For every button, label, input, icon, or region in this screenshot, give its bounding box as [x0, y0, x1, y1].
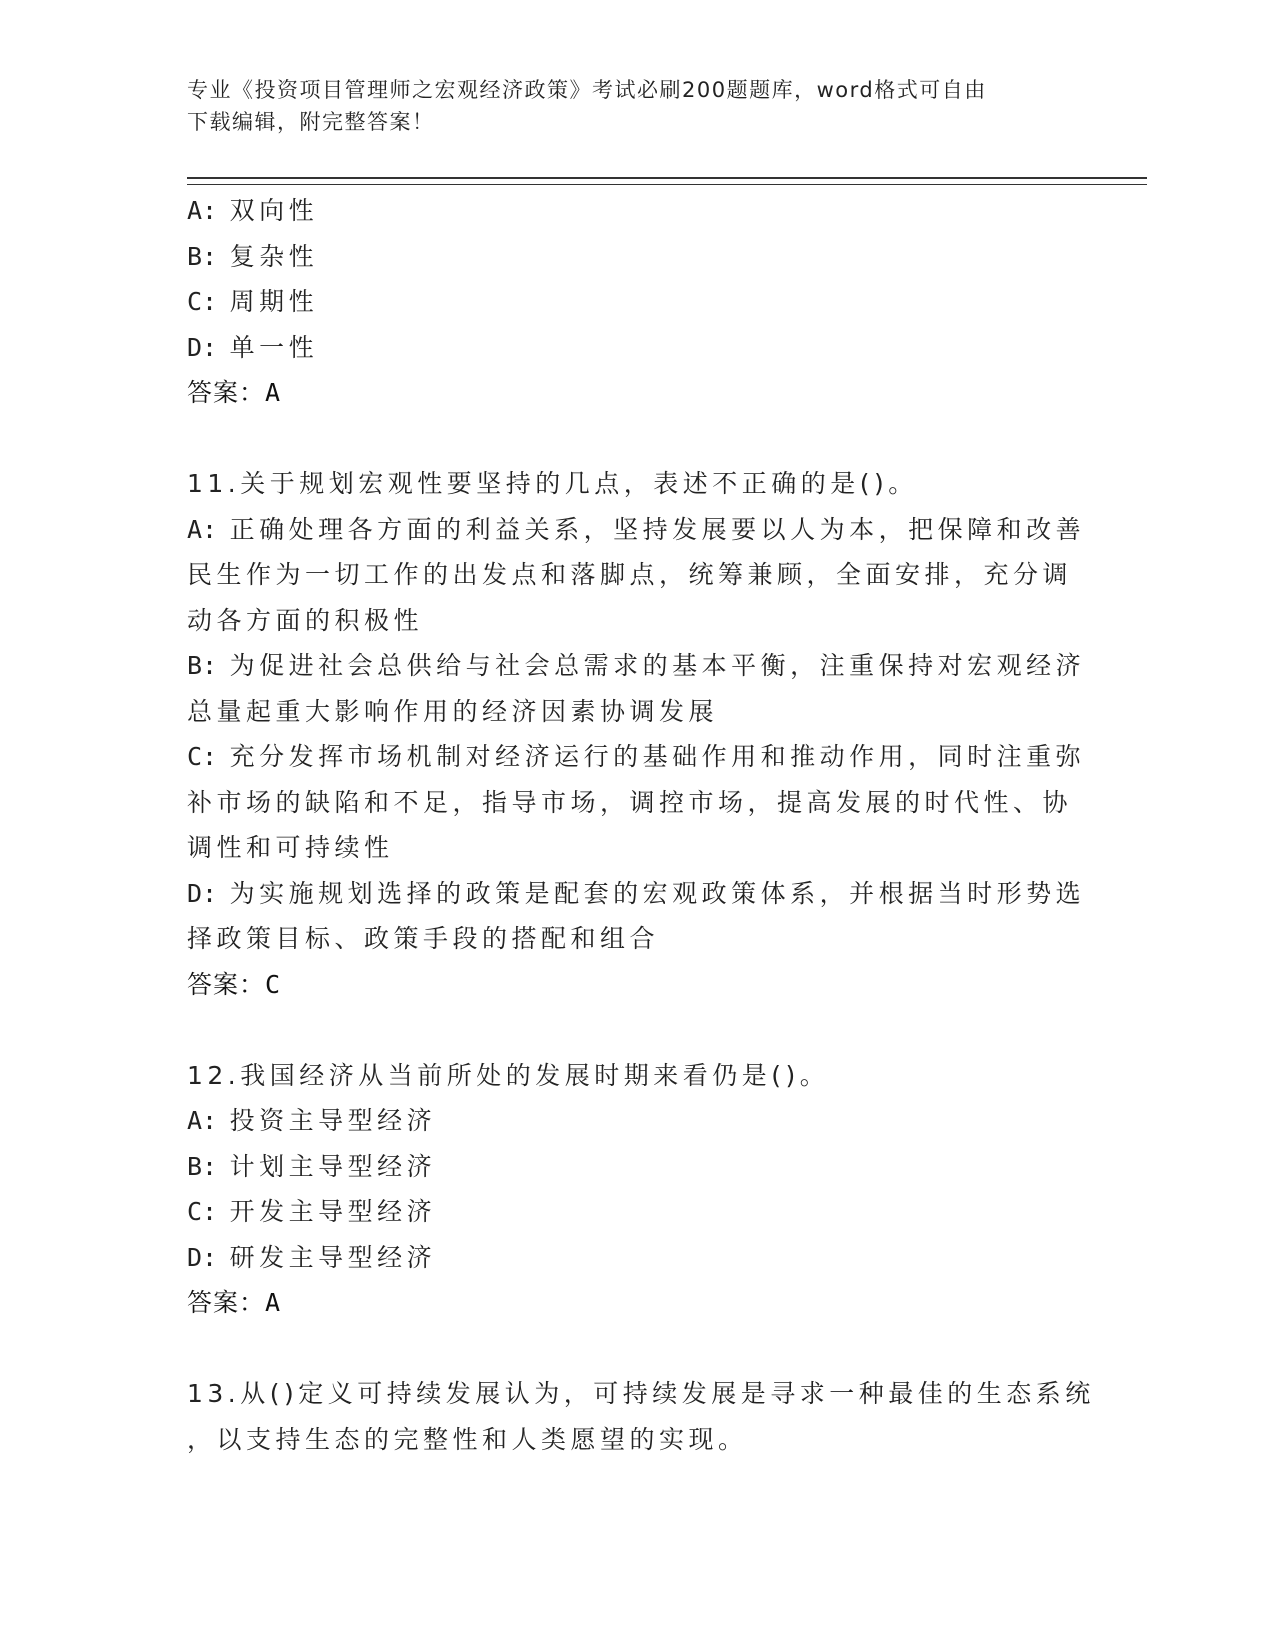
spacer [187, 416, 1087, 462]
option-text-line: 总量起重大影响作用的经济因素协调发展 [187, 696, 719, 726]
answer-value: C [265, 969, 282, 999]
answer-value: A [265, 378, 282, 407]
option-letter: C: [187, 1197, 218, 1226]
question-12 [187, 1053, 1087, 1326]
option-text: 单一性 [229, 332, 319, 362]
question-stem-line: ，以支持生态的完整性和人类愿望的实现。 [187, 1424, 748, 1454]
header-line-1: 专业《投资项目管理师之宏观经济政策》考试必刷200题题库，word格式可自由 [187, 78, 987, 102]
option-letter: B: [187, 651, 218, 680]
option-text: 投资主导型经济 [229, 1106, 437, 1135]
option-c [187, 1189, 1087, 1235]
option-b [187, 234, 1087, 280]
header-divider [187, 177, 1147, 185]
option-text-line: 补市场的缺陷和不足，指导市场，调控市场，提高发展的时代性、协 [187, 787, 1073, 817]
question-stem: 12.我国经济从当前所处的发展时期来看仍是()。 [187, 1060, 830, 1090]
option-text: 计划主导型经济 [229, 1151, 437, 1181]
option-letter: B: [187, 241, 218, 271]
option-letter: A: [187, 1106, 218, 1135]
option-text-line: 动各方面的积极性 [187, 605, 424, 635]
option-b [187, 643, 1087, 734]
option-text: 开发主导型经济 [229, 1197, 437, 1226]
option-text: 研发主导型经济 [229, 1242, 437, 1272]
question-content [187, 188, 1095, 1462]
option-b [187, 1144, 1087, 1190]
answer-label: 答案： [187, 378, 266, 407]
option-d [187, 1235, 1087, 1281]
answer-label: 答案： [187, 1288, 266, 1317]
option-text: 周期性 [229, 287, 319, 316]
option-text-line: 调性和可持续性 [187, 833, 394, 862]
option-a [187, 188, 1087, 234]
option-letter: D: [187, 332, 218, 362]
option-c [187, 279, 1087, 325]
option-text-line: 充分发挥市场机制对经济运行的基础作用和推动作用，同时注重弥 [229, 742, 1086, 771]
question-10-tail [187, 188, 1087, 416]
option-text-line: 民生作为一切工作的出发点和落脚点，统筹兼顾，全面安排，充分调 [187, 560, 1073, 589]
option-letter: D: [187, 1242, 218, 1272]
spacer [187, 1326, 1087, 1372]
option-a [187, 1098, 1087, 1144]
option-letter: C: [187, 742, 218, 771]
question-stem-line: 13.从()定义可持续发展认为，可持续发展是寻求一种最佳的生态系统 [187, 1379, 1095, 1408]
option-d [187, 871, 1087, 962]
option-text: 双向性 [229, 196, 319, 225]
page-header [187, 74, 1087, 138]
option-letter: C: [187, 287, 218, 316]
option-text-line: 正确处理各方面的利益关系，坚持发展要以人为本，把保障和改善 [229, 514, 1086, 544]
question-11 [187, 461, 1087, 1007]
question-stem: 11.关于规划宏观性要坚持的几点，表述不正确的是()。 [187, 469, 918, 498]
answer-value: A [265, 1288, 282, 1317]
option-letter: B: [187, 1151, 218, 1181]
answer-line [187, 370, 1087, 416]
answer-line [187, 1280, 1087, 1326]
option-text-line: 为实施规划选择的政策是配套的宏观政策体系，并根据当时形势选 [229, 878, 1086, 908]
header-line-2: 下载编辑，附完整答案！ [187, 110, 435, 134]
option-d [187, 325, 1087, 371]
option-text-line: 择政策目标、政策手段的搭配和组合 [187, 924, 660, 953]
option-letter: D: [187, 878, 218, 908]
option-letter: A: [187, 514, 218, 544]
answer-line [187, 962, 1087, 1008]
option-letter: A: [187, 196, 218, 225]
option-a [187, 507, 1087, 644]
spacer [187, 1007, 1087, 1053]
option-text: 复杂性 [229, 241, 319, 271]
option-c [187, 734, 1087, 871]
question-13 [187, 1371, 1095, 1462]
option-text-line: 为促进社会总供给与社会总需求的基本平衡，注重保持对宏观经济 [229, 651, 1086, 680]
answer-label: 答案： [187, 969, 266, 999]
